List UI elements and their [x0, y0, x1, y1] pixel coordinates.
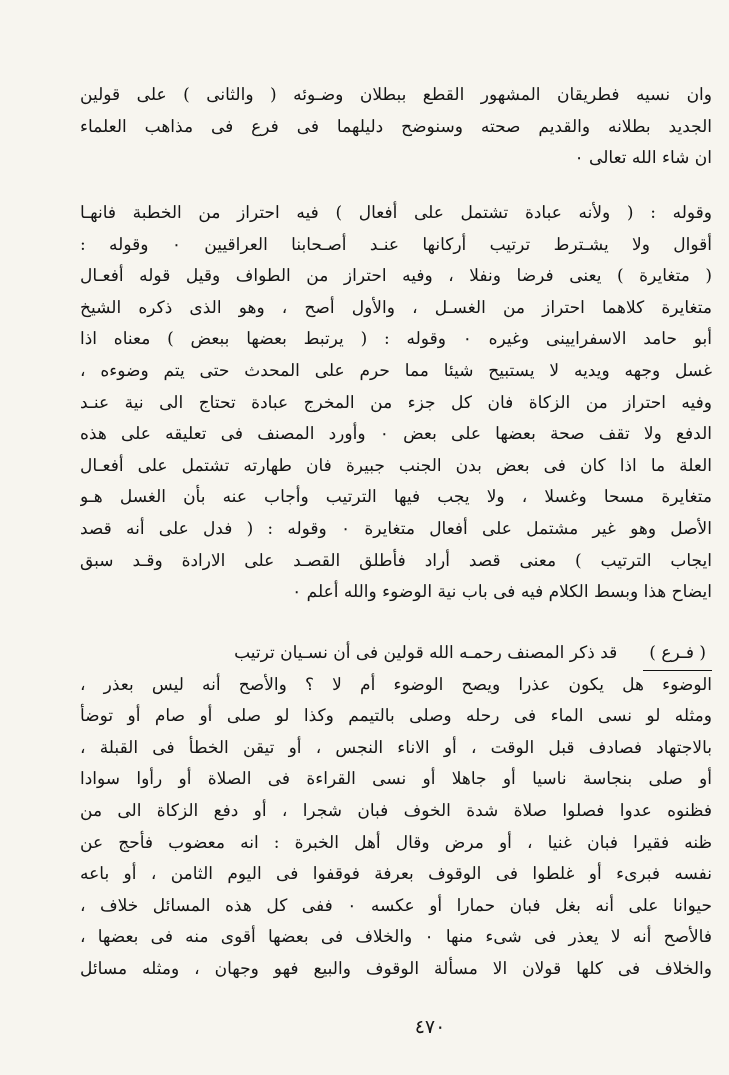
text-line: أبو حامد الاسفرايينى وغيره ٠ وقوله : ( يرتبط بعضها ببعض ) معناه اذا	[80, 329, 712, 350]
text-line: متغايرة كلاهما احتراز من الغسـل ، والأول أصح ، وهو الذى ذكره الشيخ	[80, 297, 712, 318]
text-line: أقوال ولا يشـترط ترتيب أركانها عنـد أصـحابنا العراقيين ٠ وقوله :	[80, 234, 712, 255]
text-line: ومثله لو نسى الماء فى رحله وصلى بالتيمم وكذا لو صلى أو صام أو توضأ	[80, 706, 712, 727]
text-line: الدفع ولا تقف صحة بعضها على بعض ٠ وأورد المصنف فى تعليقه على هذه	[80, 424, 712, 445]
text-line: الأصل وهو غير مشتمل على أفعال متغايرة ٠ وقوله : ( فدل على أنه قصد	[80, 518, 712, 539]
text-line: الوضوء هل يكون عذرا ويصح الوضوء أم لا ؟ والأصح أنه ليس بعذر ،	[80, 674, 712, 695]
text-line: وقوله : ( ولأنه عبادة تشتمل على أفعال ) فيه احتراز من الخطبة فانهـا	[80, 203, 712, 223]
text-line: حيوانا على أنه بغل فبان حمارا أو عكسه ٠ ففى كل هذه المسائل خلاف ،	[80, 895, 712, 916]
text-line: وان نسيه فطريقان المشهور القطع ببطلان وضـوئه ( والثانى ) على قولين	[80, 85, 712, 105]
text-line: أو صلى بنجاسة ناسيا أو جاهلا أو نسى القراءة فى الصلاة أو رأوا سوادا	[80, 769, 712, 790]
heading-label: ( فـرع )	[643, 638, 712, 671]
text-line: ظنه فقيرا فبان غنيا ، أو مرض وقال أهل الخبرة : انه معضوب فأحج عن	[80, 832, 712, 853]
text-line: فظنوه عدوا فصلوا صلاة شدة الخوف فبان شجرا ، أو دفع الزكاة الى من	[80, 800, 712, 821]
text-line: فالأصح أنه لا يعذر فى شىء منها ٠ والخلاف فى بعضها أقوى منه فى بعضها ،	[80, 927, 712, 948]
page-number: ٤٧٠	[414, 1016, 446, 1038]
text-line: غسل وجهه ويديه لا يستبيح شيئا مما حرم على المحدث حتى يتم وضوءه ،	[80, 360, 712, 381]
text-line: ( متغايرة ) يعنى فرضا ونفلا ، وفيه احتراز من الطواف وقيل قوله أفعـال	[80, 266, 712, 287]
text-line: ايجاب الترتيب ) معنى قصد أراد فأطلق القصـد على الارادة وقـد سبق	[80, 550, 712, 571]
heading-text: قد ذكر المصنف رحمـه الله قولين فى أن نسـيان ترتيب	[234, 643, 618, 663]
paragraph-2	[80, 198, 712, 609]
text-line: والخلاف فى كلها قولان الا مسألة الوقوف والبيع فهو وجهان ، ومثله مسائل	[80, 958, 712, 979]
text-line: متغايرة مسحا وغسلا ، ولا يجب فيها الترتيب وأجاب عنه بأن الغسل هـو	[80, 487, 712, 508]
text-line: بالاجتهاد فصادف قبل الوقت ، أو الاناء النجس ، أو تيقن الخطأ فى القبلة ،	[80, 737, 712, 758]
text-line: ايضاح هذا وبسط الكلام فيه فى باب نية الوضوء والله أعلم ٠	[292, 582, 712, 603]
text-line: العلة ما اذا كان فى بعض بدن الجنب جبيرة فان طهارته تشتمل على أفعـال	[80, 455, 712, 476]
paragraph-1	[80, 80, 712, 175]
text-line: ان شاء الله تعالى ٠	[574, 148, 712, 169]
paragraph-3	[80, 638, 712, 986]
section-heading	[80, 638, 712, 670]
text-line: وفيه احتراز من الزكاة فان كل جزء من المخرج عبادة تحتاج الى نية عنـد	[80, 392, 712, 413]
text-line: الجديد بطلانه والقديم صحته وسنوضح دليلهما فى فرع فى مذاهب العلماء	[80, 116, 712, 137]
text-line: نفسه فبرىء أو غلطوا فى الوقوف بعرفة فوقفوا فى اليوم الثامن ، أو باعه	[80, 864, 712, 885]
